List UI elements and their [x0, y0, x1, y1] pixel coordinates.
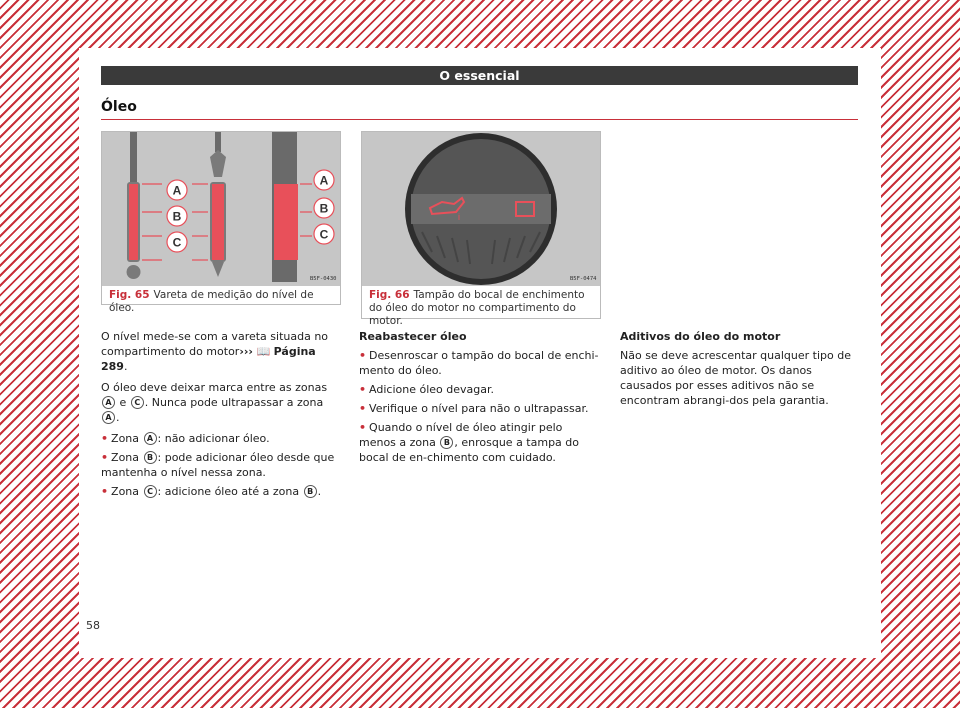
zone-c-badge: C — [131, 396, 144, 409]
zones-end: . — [116, 411, 120, 424]
zone-b-badge: B — [304, 485, 317, 498]
column-3 — [620, 329, 858, 414]
cap-label-b: B — [319, 201, 329, 216]
intro-end: . — [123, 360, 128, 373]
list-item — [101, 484, 339, 499]
additives-heading: Aditivos do óleo do motor — [620, 330, 781, 343]
bullet-icon: • — [359, 421, 367, 434]
bullet-text: : não adicionar óleo. — [157, 432, 270, 445]
bullet-icon: • — [101, 485, 109, 498]
bullet-icon: • — [359, 402, 367, 415]
figure-65 — [101, 131, 341, 314]
list-item — [359, 348, 599, 378]
bullet-text: Quando o nível de óleo atingir pelo menos a zona — [359, 421, 563, 449]
figure-caption-text: Tampão do bocal de enchimento do óleo do motor no compartimento do motor. — [369, 289, 585, 327]
figure-number: Fig. 66 — [369, 289, 410, 301]
section-header: O essencial — [101, 66, 858, 85]
bullet-text: , enrosque a tampa do bocal de en-chimento com cuidado. — [359, 436, 580, 464]
list-item — [359, 382, 599, 397]
cap-label-a: A — [319, 173, 329, 188]
zone-b-badge: B — [144, 451, 157, 464]
figure-caption — [109, 289, 337, 315]
bullet-icon: • — [359, 349, 367, 362]
column-2 — [359, 329, 599, 469]
list-item — [359, 420, 599, 465]
zones-and: e — [119, 396, 127, 409]
figure-caption — [369, 289, 597, 328]
page-title: Óleo — [101, 99, 137, 115]
list-item — [101, 450, 339, 480]
bullet-text: Desenroscar o tampão do bocal de enchi-mento do óleo. — [359, 349, 599, 377]
zones-text: O óleo deve deixar marca entre as zonas — [101, 381, 328, 394]
refill-heading: Reabastecer óleo — [359, 330, 467, 343]
title-divider — [101, 119, 858, 120]
list-item — [101, 431, 339, 446]
oil-cap-graphic — [362, 132, 600, 286]
paragraph-zones — [101, 380, 339, 425]
dipstick-label-b: B — [172, 209, 182, 224]
figure-code: B5F-0474 — [570, 276, 597, 282]
figure-number: Fig. 65 — [109, 289, 150, 301]
zone-a-badge: A — [102, 396, 115, 409]
dipstick-label-c: C — [172, 235, 182, 250]
intro-text: O nível mede-se com a vareta situada no compartimento do motor — [101, 330, 329, 358]
zone-c-badge: C — [144, 485, 157, 498]
dipstick-graphic — [102, 132, 340, 286]
bullet-text: : adicione óleo até a zona — [157, 485, 300, 498]
book-icon: 📖 — [256, 345, 271, 358]
page-link-arrow[interactable]: ››› — [239, 345, 253, 358]
additives-text: Não se deve acrescentar qualquer tipo de aditivo ao óleo de motor. Os danos causados por esses aditivos não se encontram abrangi-dos pela garantia. — [620, 349, 851, 407]
cap-label-c: C — [319, 227, 329, 242]
page-number: 58 — [86, 619, 100, 632]
column-1 — [101, 329, 339, 503]
svg-text:i: i — [458, 212, 460, 222]
zone-a-badge: A — [102, 411, 115, 424]
page-link[interactable]: Página 289 — [101, 345, 316, 373]
figure-caption-text: Vareta de medição do nível de óleo. — [109, 289, 314, 314]
bullet-icon: • — [359, 383, 367, 396]
zones-text-2: . Nunca pode ultrapassar a zona — [144, 396, 324, 409]
paragraph-intro — [101, 329, 339, 374]
list-item — [359, 401, 599, 416]
oil-cap-illustration — [362, 132, 600, 286]
bullet-text: Zona — [111, 451, 140, 464]
figure-code: B5F-0430 — [310, 276, 337, 282]
bullet-icon: • — [101, 432, 109, 445]
bullet-text: . — [317, 485, 322, 498]
zone-b-badge: B — [440, 436, 453, 449]
figure-66 — [361, 131, 601, 327]
bullet-text: Adicione óleo devagar. — [369, 383, 494, 396]
bullet-text: Verifique o nível para não o ultrapassar. — [369, 402, 589, 415]
bullet-icon: • — [101, 451, 109, 464]
bullet-text: : pode adicionar óleo desde que mantenha o nível nessa zona. — [101, 451, 335, 479]
dipstick-illustration — [102, 132, 340, 286]
bullet-text: Zona — [111, 485, 140, 498]
dipstick-label-a: A — [172, 183, 182, 198]
bullet-text: Zona — [111, 432, 140, 445]
zone-a-badge: A — [144, 432, 157, 445]
